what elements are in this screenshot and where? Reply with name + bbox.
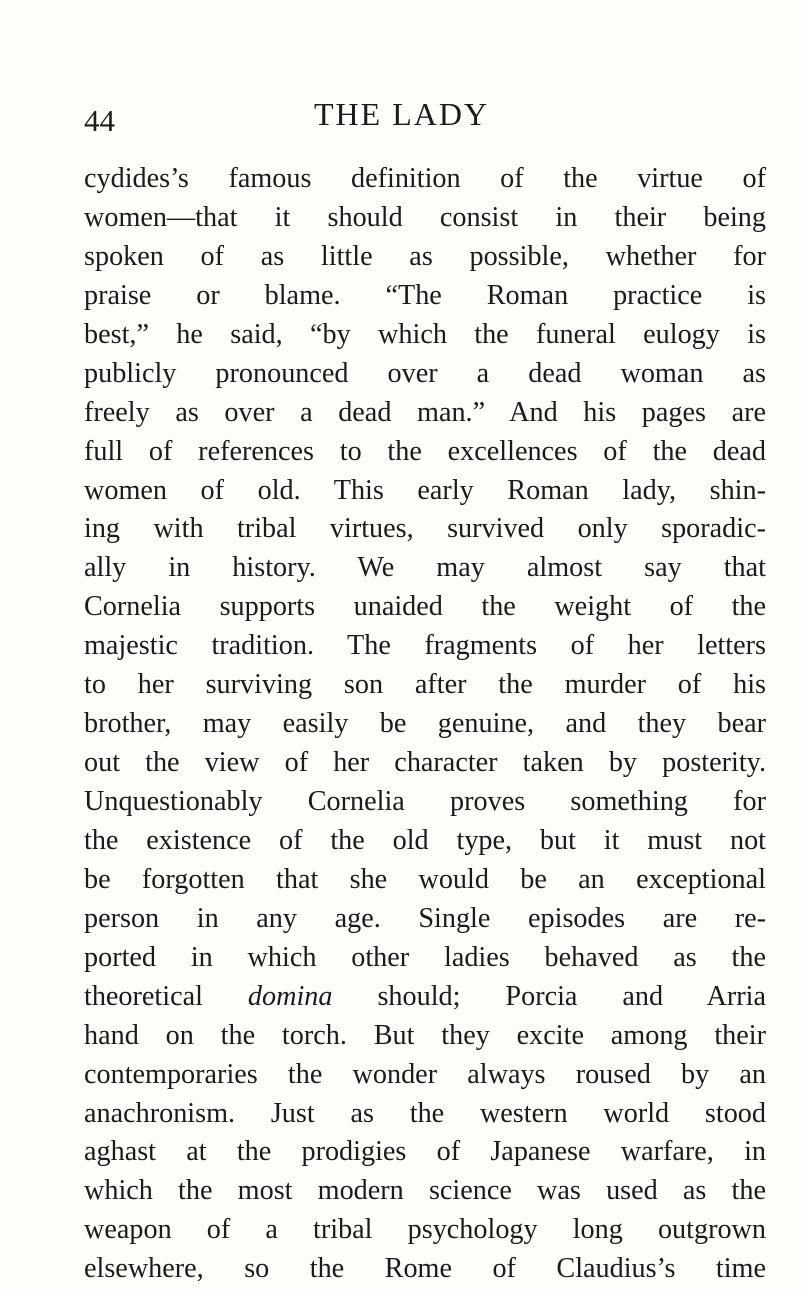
- text-line: person in any age. Single episodes are re-: [84, 902, 766, 934]
- text-line: women—that it should consist in their being: [84, 201, 766, 233]
- text-line: best,” he said, “by which the funeral eulogy is: [84, 318, 766, 350]
- text-line: ing with tribal virtues, survived only sporadic-: [84, 513, 766, 545]
- text-line: cydides’s famous definition of the virtue of: [84, 163, 766, 194]
- text-line: Cornelia supports unaided the weight of the: [84, 591, 766, 623]
- running-title: THE LADY: [314, 96, 490, 132]
- text-line: be forgotten that she would be an exceptional: [84, 863, 766, 895]
- text-line: brother, may easily be genuine, and they bear: [84, 708, 766, 740]
- body-text: [84, 160, 766, 1289]
- text-line: to her surviving son after the murder of his: [84, 669, 766, 701]
- text-line: ally in history. We may almost say that: [84, 552, 766, 584]
- text-line: contemporaries the wonder always roused by an: [84, 1058, 766, 1090]
- text-line: women of old. This early Roman lady, shin-: [84, 474, 766, 506]
- italic-term-domina: domina: [247, 980, 333, 1012]
- text-line: aghast at the prodigies of Japanese warfare, in: [84, 1136, 766, 1168]
- text-line: weapon of a tribal psychology long outgrown: [84, 1214, 766, 1246]
- page-number: 44: [84, 103, 115, 138]
- text-line: spoken of as little as possible, whether for: [84, 240, 766, 272]
- text-line: hand on the torch. But they excite among their: [84, 1019, 766, 1051]
- text-line: which the most modern science was used as the: [84, 1175, 766, 1207]
- text-line: elsewhere, so the Rome of Claudius’s time: [84, 1253, 766, 1285]
- text-line: out the view of her character taken by posterity.: [84, 747, 766, 779]
- text-line: publicly pronounced over a dead woman as: [84, 357, 766, 389]
- text-segment: should; Porcia and Arria: [332, 980, 766, 1012]
- text-line: praise or blame. “The Roman practice is: [84, 279, 766, 311]
- text-line: majestic tradition. The fragments of her letters: [84, 630, 766, 662]
- text-line: Unquestionably Cornelia proves something for: [84, 786, 766, 817]
- text-line: full of references to the excellences of the dead: [84, 435, 766, 467]
- text-line-with-italic: [84, 978, 766, 1017]
- running-head: [84, 96, 764, 146]
- text-line: ported in which other ladies behaved as the: [84, 941, 766, 973]
- text-segment: theoretical: [84, 980, 248, 1012]
- text-line: the existence of the old type, but it must not: [84, 824, 766, 856]
- text-line: anachronism. Just as the western world stood: [84, 1097, 766, 1129]
- text-line: freely as over a dead man.” And his pages are: [84, 396, 766, 428]
